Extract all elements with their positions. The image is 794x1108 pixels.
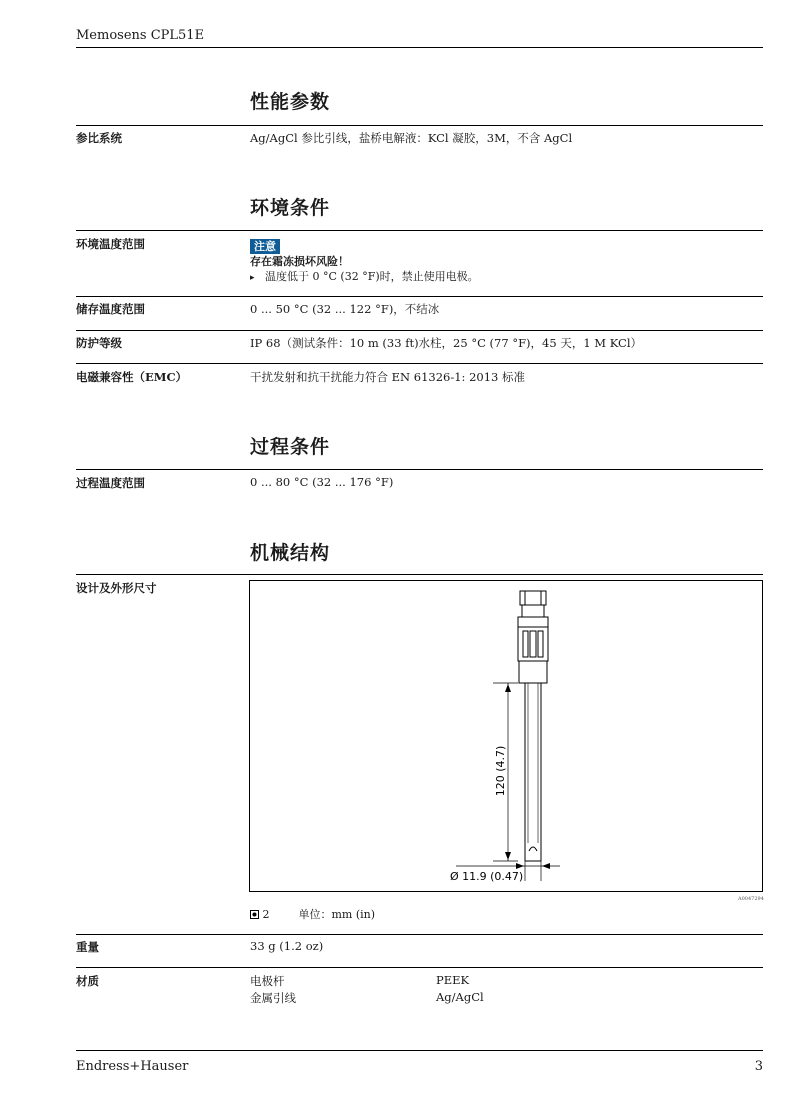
label-emc: 电磁兼容性（EMC）	[76, 370, 188, 384]
section-title-environment: 环境条件	[250, 197, 331, 219]
value-emc: 干扰发射和抗干扰能力符合 EN 61326-1: 2013 标准	[250, 370, 526, 384]
material-value-lead: Ag/AgCl	[436, 990, 484, 1004]
value-reference-system: Ag/AgCl 参比引线，盐桥电解液：KCl 凝胶，3M，不含 AgCl	[250, 131, 573, 145]
material-part-shaft: 电极杆	[250, 974, 285, 988]
section-title-performance: 性能参数	[250, 91, 331, 113]
label-storage-temp: 储存温度范围	[76, 302, 145, 316]
label-protection-class: 防护等级	[76, 336, 122, 350]
label-material: 材质	[76, 974, 99, 988]
label-ambient-temp: 环境温度范围	[76, 237, 145, 251]
row-rule	[76, 363, 763, 364]
label-dimensions: 设计及外形尺寸	[76, 581, 157, 595]
figure-icon	[250, 910, 259, 919]
section-rule	[76, 574, 763, 575]
notice-badge	[250, 235, 280, 254]
bullet-arrow-icon: ▸	[250, 273, 255, 283]
footer-brand: Endress+Hauser	[76, 1059, 189, 1074]
section-rule	[76, 125, 763, 126]
figure-id: A0047294	[738, 896, 764, 902]
diameter-dimension-text: Ø 11.9 (0.47)	[450, 870, 524, 883]
figure-number: 2	[262, 908, 270, 921]
electrode-connector-neck	[522, 605, 544, 617]
electrode-drawing-svg	[250, 581, 762, 891]
label-weight: 重量	[76, 940, 99, 954]
notice-badge-text: 注意	[250, 239, 280, 254]
header-rule	[76, 47, 763, 48]
document-header-product: Memosens CPL51E	[76, 28, 205, 43]
value-weight: 33 g (1.2 oz)	[250, 939, 324, 953]
footer-rule	[76, 1050, 763, 1051]
figure-caption	[250, 906, 375, 922]
electrode-connector-cap	[520, 591, 546, 605]
row-rule	[76, 934, 763, 935]
footer-page-number: 3	[754, 1059, 763, 1074]
label-process-temp: 过程温度范围	[76, 476, 145, 490]
row-rule	[76, 967, 763, 968]
row-rule	[76, 296, 763, 297]
section-rule	[76, 230, 763, 231]
value-process-temp: 0 ... 80 °C (32 ... 176 °F)	[250, 475, 394, 489]
material-value-shaft: PEEK	[436, 973, 470, 987]
frost-warning-title: 存在霜冻损坏风险！	[250, 255, 349, 268]
length-dimension-text: 120 (4.7)	[494, 745, 507, 797]
value-storage-temp: 0 ... 50 °C (32 ... 122 °F)，不结冰	[250, 302, 440, 316]
row-rule	[76, 330, 763, 331]
section-rule	[76, 469, 763, 470]
label-reference-system: 参比系统	[76, 131, 122, 145]
frost-warning-bullet	[250, 268, 479, 284]
figure-caption-text: 单位：mm (in)	[298, 908, 376, 921]
value-protection-class: IP 68（测试条件：10 m (33 ft)水柱，25 °C (77 °F)，45 天，1 M KCl）	[250, 336, 642, 350]
frost-warning-text: 温度低于 0 °C (32 °F)时，禁止使用电极。	[265, 270, 479, 283]
section-title-process: 过程条件	[250, 436, 331, 458]
dimension-drawing	[249, 580, 763, 892]
material-part-lead: 金属引线	[250, 991, 296, 1005]
section-title-mechanical: 机械结构	[250, 542, 331, 564]
